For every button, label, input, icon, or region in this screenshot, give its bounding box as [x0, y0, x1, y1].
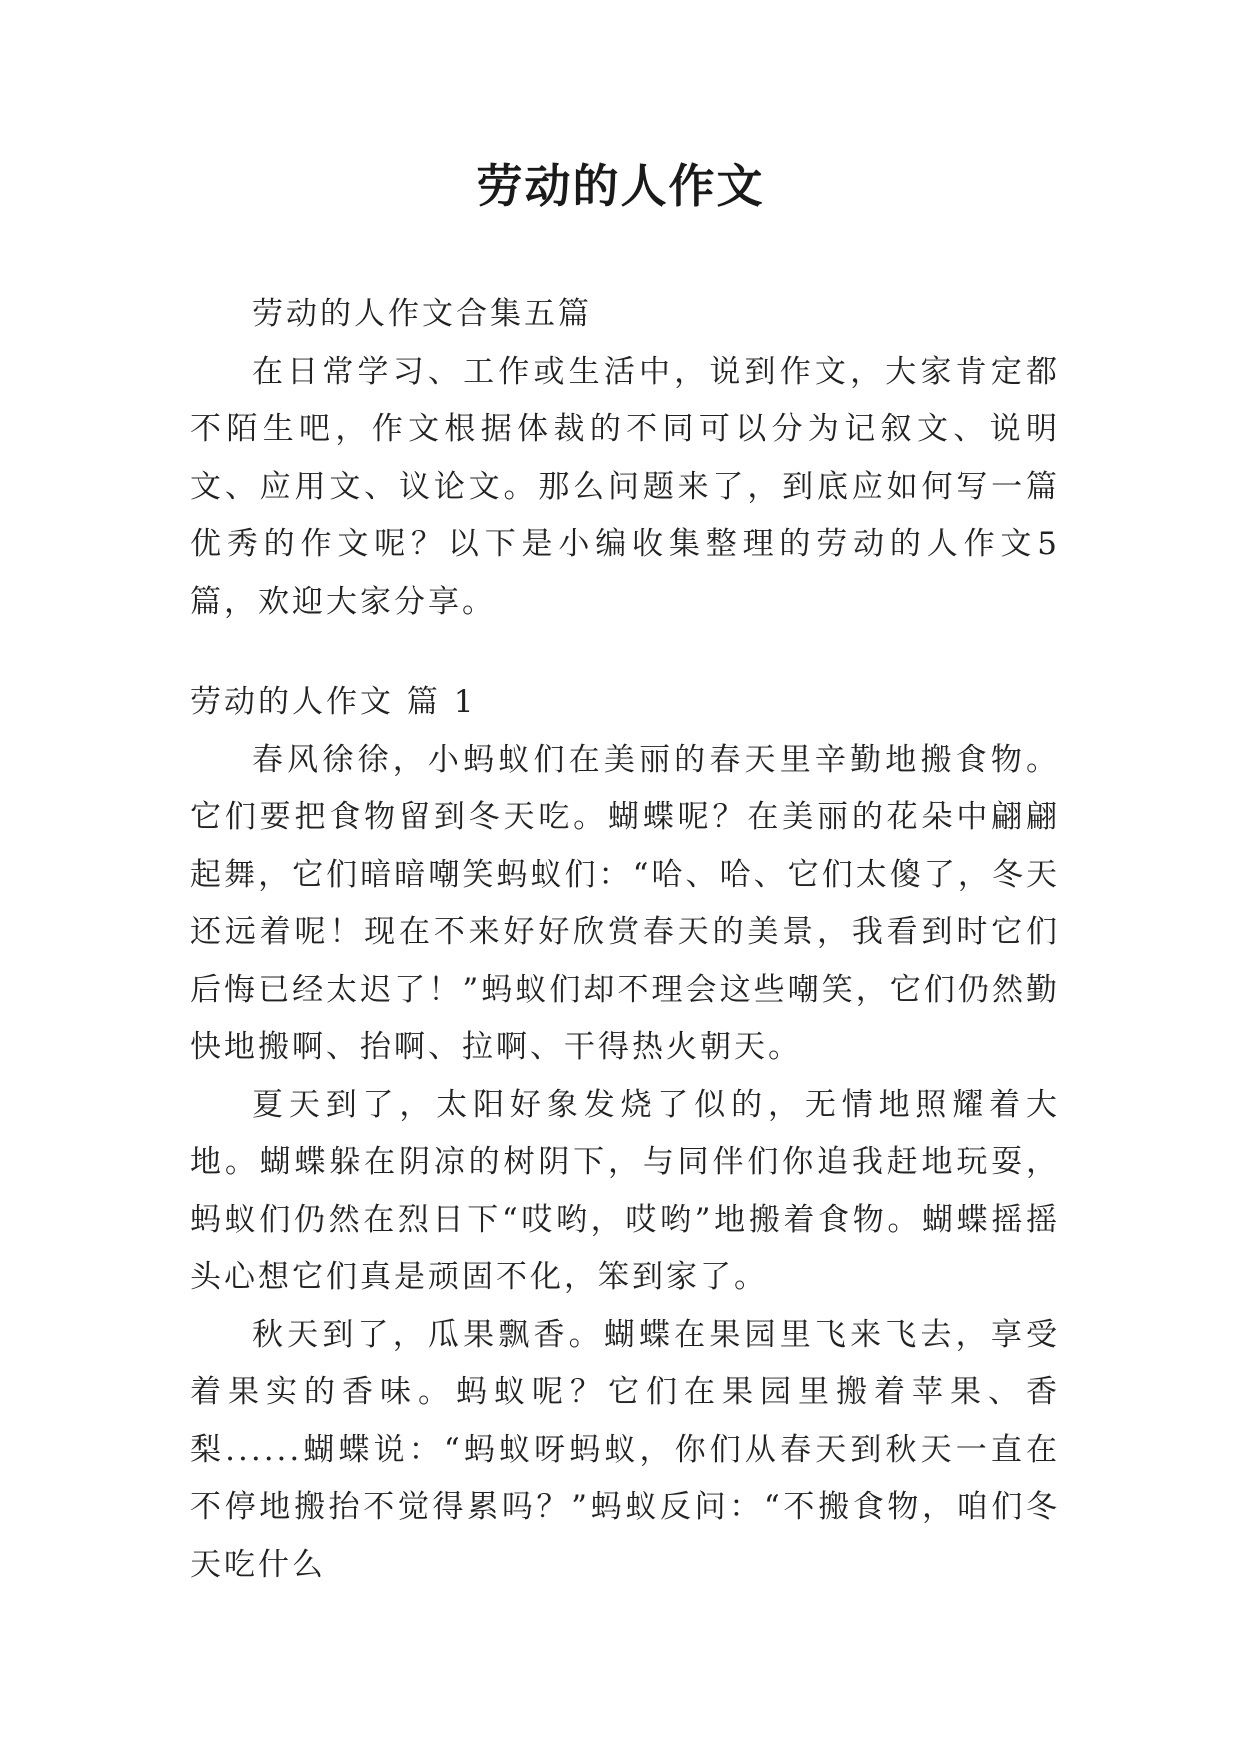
body-paragraph-spring: 春风徐徐，小蚂蚁们在美丽的春天里辛勤地搬食物。它们要把食物留到冬天吃。蝴蝶呢？在美丽的花朵中翩翩起舞，它们暗暗嘲笑蚂蚁们：“哈、哈、它们太傻了，冬天还远着呢！现在不来好好欣赏春天的美景，我看到时它们后悔已经太迟了！”蚂蚁们却不理会这些嘲笑，它们仍然勤快地搬啊、抬啊、拉啊、干得热火朝天。 — [190, 741, 1060, 1065]
section-heading: 劳动的人作文 篇 1 — [190, 684, 477, 720]
body-paragraph-summer: 夏天到了，太阳好象发烧了似的，无情地照耀着大地。蝴蝶躲在阴凉的树阴下，与同伴们你追我赶地玩耍，蚂蚁们仍然在烈日下“哎哟，哎哟”地搬着食物。蝴蝶摇摇头心想它们真是顽固不化，笨到家了。 — [190, 1086, 1060, 1295]
document-body — [190, 286, 1060, 1594]
collection-subtitle: 劳动的人作文合集五篇 — [252, 296, 592, 332]
section-spacer — [190, 631, 1060, 674]
document-title: 劳动的人作文 — [476, 159, 765, 213]
body-paragraph-autumn: 秋天到了，瓜果飘香。蝴蝶在果园里飞来飞去，享受着果实的香味。蚂蚁呢？它们在果园里搬着苹果、香梨......蝴蝶说：“蚂蚁呀蚂蚁，你们从春天到秋天一直在不停地搬抬不觉得累吗？”蚂蚁反问：“不搬食物，咱们冬天吃什么 — [190, 1316, 1060, 1583]
intro-paragraph: 在日常学习、工作或生活中，说到作文，大家肯定都不陌生吧，作文根据体裁的不同可以分为记叙文、说明文、应用文、议论文。那么问题来了，到底应如何写一篇优秀的作文呢？以下是小编收集整理的劳动的人作文5篇，欢迎大家分享。 — [190, 353, 1060, 620]
